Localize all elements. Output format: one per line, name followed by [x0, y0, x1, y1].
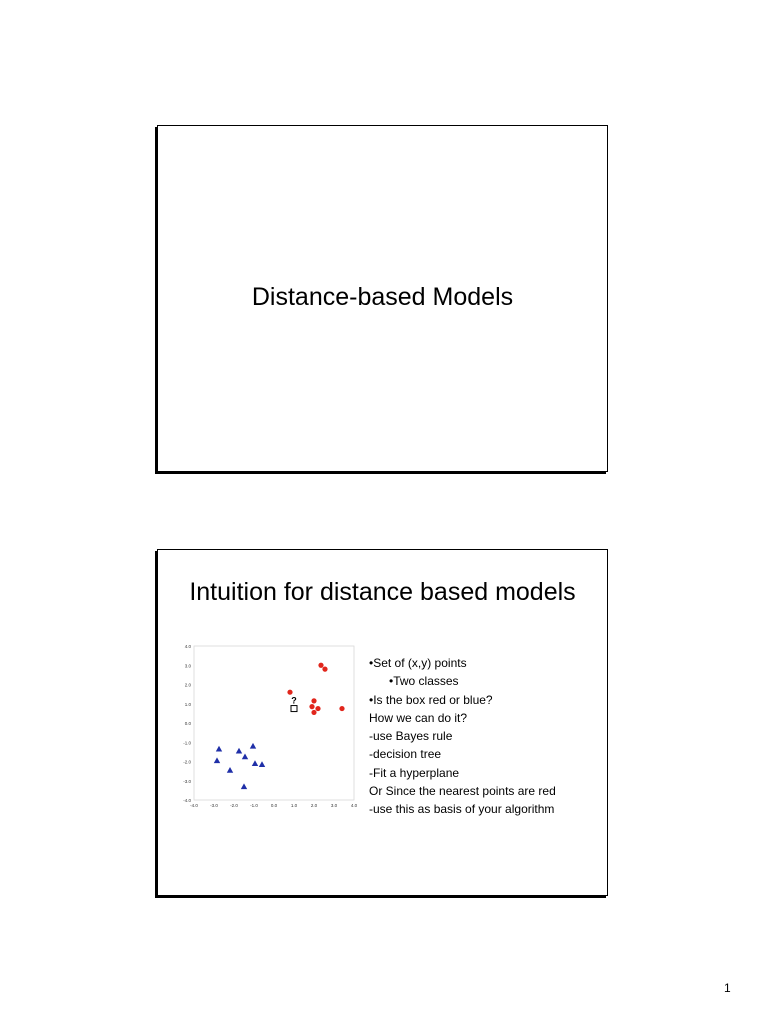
- slide-2: [157, 549, 608, 896]
- y-tick-label: 3.0: [184, 663, 191, 669]
- slide-2-title: Intuition for distance based models: [189, 578, 576, 606]
- x-tick-label: 1.0: [290, 803, 298, 808]
- scatter-plot: [174, 638, 362, 808]
- x-tick-label: -4.0: [190, 803, 198, 808]
- x-tick-label: 3.0: [330, 803, 338, 808]
- bullet-item: •Set of (x,y) points: [369, 656, 467, 670]
- x-tick-label: 0.0: [270, 803, 278, 808]
- x-tick-label: 4.0: [350, 803, 358, 808]
- y-tick-label: -4.0: [183, 798, 191, 803]
- bullet-item: -decision tree: [369, 747, 442, 762]
- y-tick-label: 0.0: [184, 721, 191, 726]
- red-point: [311, 710, 316, 715]
- bullet-item: •Is the box red or blue?: [369, 692, 493, 707]
- red-point: [322, 667, 327, 672]
- x-tick-label: -3.0: [210, 803, 218, 808]
- slide-1: [157, 125, 608, 472]
- slide-1-title: Distance-based Models: [251, 283, 514, 311]
- red-point: [318, 663, 323, 668]
- bullet-list: [369, 654, 556, 819]
- red-point: [311, 698, 316, 703]
- red-point: [287, 690, 292, 695]
- y-tick-label: -3.0: [183, 778, 191, 784]
- red-point: [339, 706, 344, 711]
- red-point: [309, 704, 314, 709]
- x-tick-label: -1.0: [250, 803, 258, 808]
- y-tick-label: 1.0: [184, 701, 191, 707]
- query-square: [291, 706, 297, 712]
- y-tick-label: 4.0: [184, 644, 191, 649]
- y-tick-label: 2.0: [184, 682, 191, 688]
- y-tick-label: -2.0: [183, 759, 191, 765]
- page-number: 1: [724, 981, 731, 995]
- bullet-item: -use Bayes rule: [369, 729, 453, 744]
- bullet-item: How we can do it?: [369, 710, 468, 725]
- plot-area: [194, 646, 354, 800]
- red-point: [315, 706, 320, 711]
- scatter-plot-svg: [174, 638, 362, 808]
- bullet-item: •Two classes: [389, 674, 459, 689]
- bullet-item: -use this as basis of your algorithm: [369, 802, 555, 817]
- y-tick-label: -1.0: [183, 740, 191, 746]
- x-tick-label: 2.0: [310, 803, 318, 808]
- bullet-item: -Fit a hyperplane: [369, 765, 460, 780]
- x-tick-label: -2.0: [230, 803, 238, 808]
- query-label: ?: [291, 695, 297, 706]
- bullet-item: Or Since the nearest points are red: [369, 784, 556, 799]
